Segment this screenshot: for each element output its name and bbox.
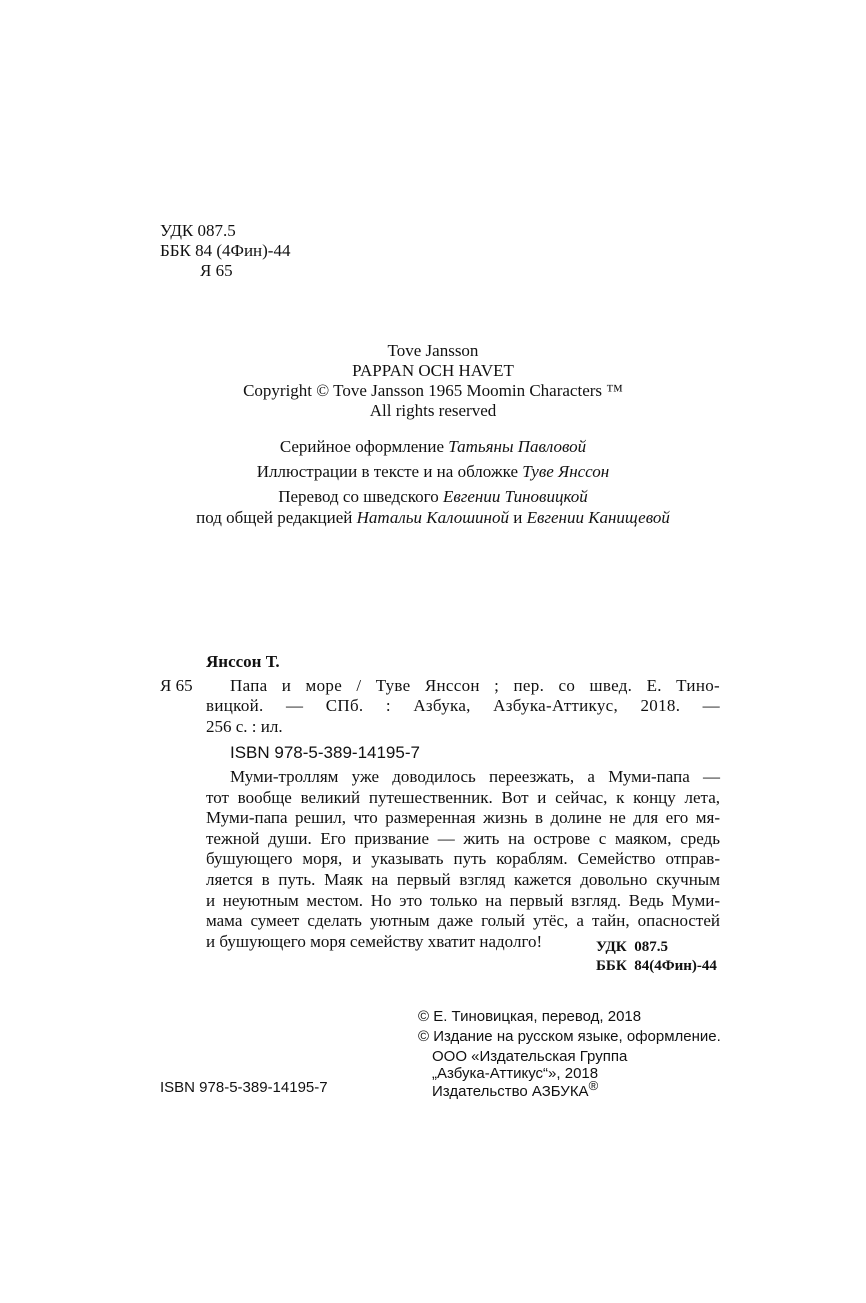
original-rights: All rights reserved — [369, 401, 497, 420]
annotation-line: тежной души. Его призвание — жить на острове с маяком, средь — [206, 828, 720, 848]
catalog-udk: УДК 087.5 — [596, 939, 668, 955]
annotation-line: тот вообще великий путешественник. Вот и сейчас, к концу лета, — [206, 787, 720, 807]
annotation-line: бушующего моря, и указывать путь кораблям. Семейство отправ- — [206, 849, 720, 869]
catalog-bbk: ББК 84(4Фин)-44 — [596, 958, 717, 974]
copyright-edition: © Издание на русском языке, оформление. — [418, 1028, 721, 1045]
original-copyright: Copyright © Tove Jansson 1965 Moomin Characters ™ — [243, 381, 623, 400]
footer-isbn: ISBN 978-5-389-14195-7 — [160, 1079, 328, 1096]
annotation-line: и бушующего моря семейству хватит надолго! — [206, 931, 543, 951]
bbk-code: ББК 84 (4Фин)-44 — [160, 241, 291, 260]
credit-series-design: Серийное оформление Татьяны Павловой — [279, 437, 587, 456]
publisher-group-line-1: ООО «Издательская Группа — [432, 1048, 628, 1065]
catalog-author-heading: Янссон Т. — [206, 652, 280, 671]
credit-translation: Перевод со шведского Евгении Тиновицкой — [278, 487, 588, 506]
catalog-bibliography-cont — [206, 696, 720, 716]
annotation-line: ляется в путь. Маяк на первый взгляд кажется довольно скучным — [206, 869, 720, 889]
copyright-translation: © Е. Тиновицкая, перевод, 2018 — [418, 1008, 642, 1025]
bib-line: вицкой. — СПб. : Азбука, Азбука-Аттикус, 2018. — — [206, 696, 720, 715]
registered-mark: ® — [588, 1078, 599, 1093]
udk-code: УДК 087.5 — [160, 221, 236, 240]
annotation-line: мама сумеет сделать уютным даже голый утёс, а тайн, опасностей — [206, 911, 720, 931]
bib-line: Папа и море / Туве Янссон ; пер. со швед. Е. Тино- — [230, 676, 720, 695]
bib-line: 256 с. : ил. — [206, 717, 283, 736]
original-title: PAPPAN OCH HAVET — [352, 361, 514, 380]
publisher-name: Издательство АЗБУКА® — [432, 1078, 599, 1100]
annotation-line: Муми-папа решил, что размеренная жизнь в долине не для его мя- — [206, 808, 720, 828]
publisher-group-line-2: „Азбука-Аттикус“», 2018 — [432, 1065, 599, 1082]
catalog-bibliography — [230, 676, 720, 696]
author-sign: Я 65 — [200, 261, 233, 280]
credit-illustrations: Иллюстрации в тексте и на обложке Туве Янссон — [256, 462, 610, 481]
catalog-annotation — [206, 767, 720, 952]
annotation-line: и неуютным местом. Но это только на первый взгляд. Ведь Муми- — [206, 890, 720, 910]
credit-editors: под общей редакцией Натальи Калошиной и Евгении Канищевой — [196, 508, 670, 527]
annotation-line: Муми-троллям уже доводилось переезжать, а Муми-папа — — [230, 767, 720, 786]
catalog-author-sign: Я 65 — [160, 676, 193, 695]
catalog-isbn: ISBN 978-5-389-14195-7 — [230, 743, 420, 762]
original-author: Tove Jansson — [387, 341, 479, 360]
